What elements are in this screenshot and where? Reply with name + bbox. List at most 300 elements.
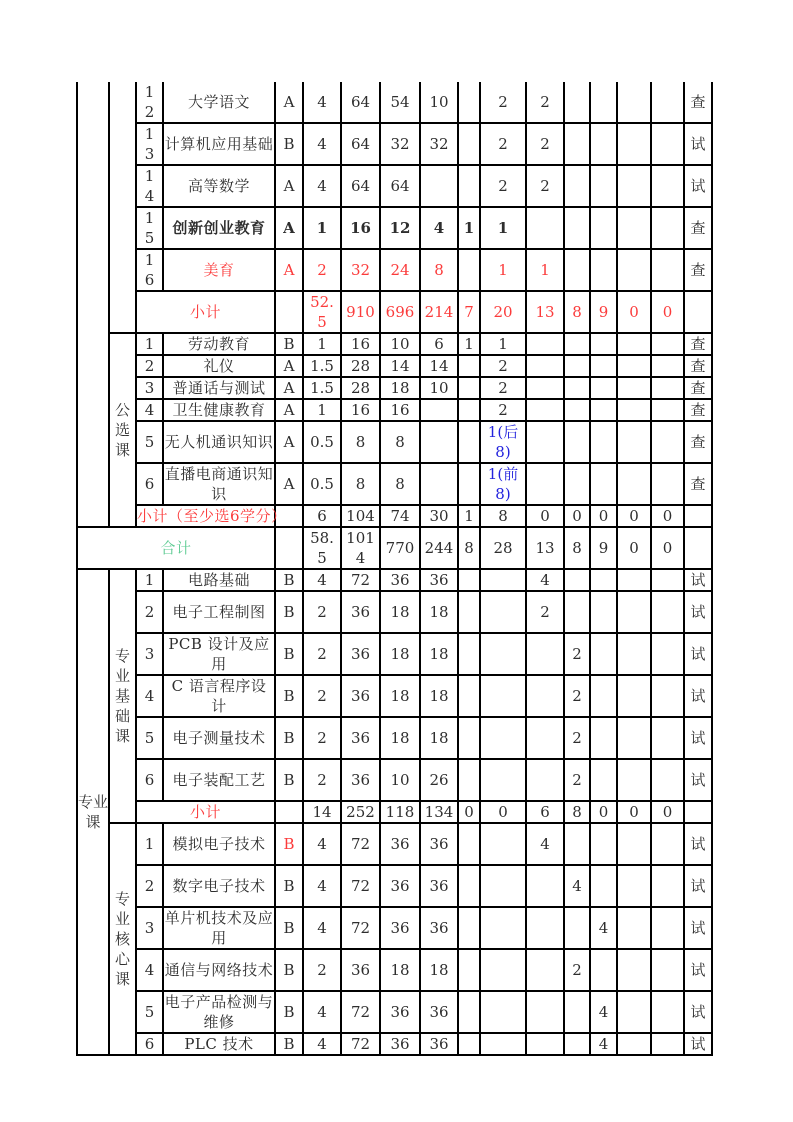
course-name-cell: [163, 399, 275, 421]
cell-value: 试: [690, 835, 706, 853]
cell-value: 8: [395, 433, 405, 451]
practice-hours-cell: [420, 355, 458, 377]
cell-value: 13: [144, 125, 155, 163]
course-name-cell: [163, 591, 275, 633]
sem1-cell: [480, 421, 526, 463]
total-hours-cell: [341, 801, 380, 823]
cell-value: 14: [429, 357, 449, 375]
cell-value: 14: [144, 167, 155, 205]
sem3-cell: [564, 717, 590, 759]
cell-value: 770: [385, 539, 415, 557]
sem4-cell: [590, 249, 617, 291]
course-row: [77, 1033, 712, 1055]
sem2-cell: [526, 865, 564, 907]
credits-cell: [303, 333, 341, 355]
cell-value: 696: [385, 303, 415, 321]
cell-value: 试: [690, 135, 706, 153]
course-no-cell: [136, 399, 163, 421]
cell-value: 查: [690, 379, 706, 397]
exam-type-cell: [684, 377, 712, 399]
cell-value: 试: [690, 961, 706, 979]
cell-value: 2: [498, 357, 508, 375]
cell-value: 72: [350, 1003, 371, 1021]
cell-value: 28: [350, 357, 371, 375]
cell-value: 32: [429, 135, 449, 153]
theory-hours-cell: [380, 591, 420, 633]
total-hours-cell: [341, 123, 380, 165]
sem2-cell: [526, 949, 564, 991]
cell-value: 36: [390, 1035, 410, 1053]
course-type-cell: [275, 717, 303, 759]
course-name-cell: [163, 569, 275, 591]
exam-type-cell: [684, 907, 712, 949]
sem1-cell: [480, 463, 526, 505]
sem2-cell: [526, 82, 564, 123]
course-name-cell: [163, 675, 275, 717]
cell-value: 104: [346, 507, 375, 525]
cell-value: 0: [598, 803, 609, 821]
course-row: [77, 463, 712, 505]
cell-value: A: [283, 261, 295, 279]
extra-col-cell: [458, 377, 480, 399]
extra-col-cell: [458, 249, 480, 291]
sem3-cell: [564, 333, 590, 355]
extra-col-cell: [458, 759, 480, 801]
cell-value: 2: [317, 729, 327, 747]
credits-cell: [303, 82, 341, 123]
sem3-cell: [564, 291, 590, 333]
exam-type-cell: [684, 865, 712, 907]
sem6-cell: [651, 291, 684, 333]
cell-value: 18: [390, 729, 410, 747]
cell-value: 4: [144, 687, 155, 705]
sem6-cell: [651, 527, 684, 569]
cell-value: 4: [317, 571, 327, 589]
sem6-cell: [651, 633, 684, 675]
cell-value: 3: [144, 919, 155, 937]
practice-hours-cell: [420, 569, 458, 591]
cell-value: 试: [690, 687, 706, 705]
total-hours-cell: [341, 717, 380, 759]
course-name-cell: [163, 207, 275, 249]
cell-value: 4: [317, 835, 327, 853]
cell-value: B: [283, 603, 295, 621]
cell-value: 4: [433, 219, 445, 237]
cell-value: 18: [390, 379, 410, 397]
cell-value: 9: [598, 303, 609, 321]
cell-value: 1.5: [310, 379, 334, 397]
theory-hours-cell: [380, 399, 420, 421]
subtotal-label: [136, 291, 275, 333]
cell-value: 58.5: [310, 529, 334, 567]
sem5-cell: [617, 377, 651, 399]
cell-value: 通信与网络技术: [164, 961, 274, 979]
sem3-cell: [564, 865, 590, 907]
credits-cell: [303, 421, 341, 463]
course-name-cell: [163, 823, 275, 865]
cell-value: 74: [390, 507, 410, 525]
total-hours-cell: [341, 949, 380, 991]
course-name-cell: [163, 82, 275, 123]
cell-value: 数字电子技术: [172, 877, 266, 895]
cell-value: B: [283, 961, 295, 979]
total-hours-cell: [341, 907, 380, 949]
cell-value: 2: [540, 93, 550, 111]
credits-cell: [303, 633, 341, 675]
sem3-cell: [564, 759, 590, 801]
sem2-cell: [526, 123, 564, 165]
cell-value: 4: [317, 1003, 327, 1021]
course-name-cell: [163, 333, 275, 355]
theory-hours-cell: [380, 569, 420, 591]
cell-value: 0: [629, 539, 639, 557]
sem1-cell: [480, 527, 526, 569]
cell-value: 18: [390, 603, 410, 621]
sem1-cell: [480, 1033, 526, 1055]
credits-cell: [303, 249, 341, 291]
course-row: [77, 123, 712, 165]
cell-value: 72: [350, 919, 371, 937]
sem3-cell: [564, 421, 590, 463]
extra-col-cell: [458, 463, 480, 505]
sem1-cell: [480, 399, 526, 421]
sem3-cell: [564, 801, 590, 823]
sem6-cell: [651, 591, 684, 633]
cell-value: 0: [629, 803, 639, 821]
credits-cell: [303, 675, 341, 717]
credits-cell: [303, 399, 341, 421]
exam-type-cell: [684, 421, 712, 463]
cell-value: 1: [463, 219, 475, 237]
course-row: [77, 333, 712, 355]
cell-value: 36: [429, 877, 449, 895]
cell-value: 试: [690, 645, 706, 663]
sem4-cell: [590, 759, 617, 801]
practice-hours-cell: [420, 1033, 458, 1055]
sem2-cell: [526, 291, 564, 333]
cell-value: 28: [350, 379, 371, 397]
sem4-cell: [590, 505, 617, 527]
total-hours-cell: [341, 823, 380, 865]
sem1-cell: [480, 377, 526, 399]
sem4-cell: [590, 399, 617, 421]
sem4-cell: [590, 377, 617, 399]
cell-value: 6: [144, 1035, 155, 1053]
sem5-cell: [617, 333, 651, 355]
cell-value: 小计: [189, 303, 221, 321]
cell-value: 5: [144, 729, 155, 747]
cell-value: 16: [390, 401, 410, 419]
exam-type-cell: [684, 165, 712, 207]
course-row: [77, 165, 712, 207]
cell-value: 试: [690, 771, 706, 789]
credits-cell: [303, 907, 341, 949]
cell-value: 2: [498, 401, 508, 419]
cell-value: 2: [572, 645, 582, 663]
course-name-cell: [163, 249, 275, 291]
practice-hours-cell: [420, 633, 458, 675]
course-type-cell: [275, 591, 303, 633]
cell-value: 15: [144, 209, 155, 247]
cell-value: 专业核心课: [114, 890, 130, 988]
cell-value: 2: [540, 603, 550, 621]
exam-type-cell: [684, 591, 712, 633]
course-type-cell: [275, 865, 303, 907]
sem4-cell: [590, 569, 617, 591]
cell-value: 10: [390, 335, 410, 353]
course-row: [77, 207, 712, 249]
cell-value: 36: [429, 835, 449, 853]
cell-value: 36: [390, 1003, 410, 1021]
cell-value: 6: [144, 475, 155, 493]
cell-value: 8: [395, 475, 405, 493]
course-no-cell: [136, 717, 163, 759]
cell-value: 64: [390, 177, 410, 195]
exam-type-cell: [684, 123, 712, 165]
sem1-cell: [480, 207, 526, 249]
sem6-cell: [651, 165, 684, 207]
cell-value: 2: [572, 961, 582, 979]
practice-hours-cell: [420, 399, 458, 421]
course-no-cell: [136, 759, 163, 801]
total-hours-cell: [341, 165, 380, 207]
cell-value: 4: [598, 919, 609, 937]
sem3-cell: [564, 991, 590, 1033]
cell-value: 1: [317, 335, 327, 353]
course-no-cell: [136, 377, 163, 399]
cell-value: 查: [690, 93, 706, 111]
cell-value: 2: [540, 177, 550, 195]
total-hours-cell: [341, 377, 380, 399]
sem2-cell: [526, 991, 564, 1033]
sem3-cell: [564, 591, 590, 633]
sem3-cell: [564, 527, 590, 569]
sem6-cell: [651, 1033, 684, 1055]
cell-value: 2: [498, 135, 508, 153]
extra-col-cell: [458, 907, 480, 949]
credits-cell: [303, 505, 341, 527]
course-row: [77, 82, 712, 123]
course-no-cell: [136, 823, 163, 865]
exam-type-cell: [684, 207, 712, 249]
cell-value: 查: [690, 261, 706, 279]
total-hours-cell: [341, 569, 380, 591]
cell-value: 36: [390, 919, 410, 937]
sem4-cell: [590, 717, 617, 759]
curriculum-table: [76, 82, 713, 1056]
cell-value: 64: [350, 177, 371, 195]
cell-value: 2: [572, 729, 582, 747]
cell-value: 36: [350, 603, 371, 621]
cell-value: 4: [317, 135, 327, 153]
cell-value: 4: [144, 401, 155, 419]
exam-type-cell: [684, 675, 712, 717]
exam-type-cell: [684, 249, 712, 291]
cell-value: 36: [390, 877, 410, 895]
sem4-cell: [590, 165, 617, 207]
sem5-cell: [617, 505, 651, 527]
sem1-cell: [480, 591, 526, 633]
practice-hours-cell: [420, 82, 458, 123]
sem6-cell: [651, 505, 684, 527]
course-no-cell: [136, 421, 163, 463]
credits-cell: [303, 463, 341, 505]
total-hours-cell: [341, 759, 380, 801]
subtotal-row: [77, 291, 712, 333]
cell-value: 查: [690, 219, 706, 237]
practice-hours-cell: [420, 823, 458, 865]
sem3-cell: [564, 399, 590, 421]
credits-cell: [303, 207, 341, 249]
exam-type-cell: [684, 823, 712, 865]
cell-value: A: [283, 357, 295, 375]
cell-value: 2: [540, 135, 550, 153]
extra-col-cell: [458, 82, 480, 123]
sem4-cell: [590, 291, 617, 333]
sem5-cell: [617, 82, 651, 123]
sem5-cell: [617, 991, 651, 1033]
cell-value: 6: [540, 803, 550, 821]
cell-value: 36: [350, 729, 371, 747]
cell-value: B: [283, 835, 295, 853]
cell-value: 4: [317, 93, 327, 111]
cell-value: 无人机通识知识: [164, 433, 274, 451]
course-name-cell: [163, 991, 275, 1033]
cell-value: 26: [429, 771, 449, 789]
cell-value: 4: [540, 835, 550, 853]
subtotal-label: [136, 801, 275, 823]
cell-value: 13: [535, 539, 555, 557]
cell-value: 直播电商通识知识: [164, 465, 274, 503]
credits-cell: [303, 1033, 341, 1055]
sem4-cell: [590, 591, 617, 633]
credits-cell: [303, 823, 341, 865]
sem5-cell: [617, 759, 651, 801]
sem6-cell: [651, 463, 684, 505]
cell-value: 查: [690, 401, 706, 419]
cell-value: 4: [598, 1035, 609, 1053]
cell-value: A: [283, 219, 295, 237]
cell-value: 2: [317, 261, 327, 279]
cell-value: 2: [317, 771, 327, 789]
sem1-cell: [480, 801, 526, 823]
cell-value: 9: [598, 539, 609, 557]
sem1-cell: [480, 633, 526, 675]
theory-hours-cell: [380, 949, 420, 991]
credits-cell: [303, 949, 341, 991]
cell-value: A: [283, 93, 295, 111]
course-no-cell: [136, 1033, 163, 1055]
cell-value: 电子工程制图: [172, 603, 266, 621]
cell-value: A: [283, 177, 295, 195]
total-hours-cell: [341, 333, 380, 355]
cell-value: 18: [429, 961, 449, 979]
sem3-cell: [564, 675, 590, 717]
cell-value: 2: [144, 603, 155, 621]
credits-cell: [303, 123, 341, 165]
course-type-cell: [275, 463, 303, 505]
cell-value: B: [283, 135, 295, 153]
exam-type-cell: [684, 991, 712, 1033]
cell-value: 18: [429, 729, 449, 747]
cell-value: 8: [572, 539, 582, 557]
course-name-cell: [163, 865, 275, 907]
sem2-cell: [526, 355, 564, 377]
course-name-cell: [163, 123, 275, 165]
exam-type-cell: [684, 949, 712, 991]
cell-value: 8: [498, 507, 508, 525]
cell-value: 0: [464, 803, 474, 821]
cell-value: 合计: [160, 539, 192, 557]
sem5-cell: [617, 527, 651, 569]
theory-hours-cell: [380, 675, 420, 717]
exam-type-cell: [684, 355, 712, 377]
sem2-cell: [526, 717, 564, 759]
sem5-cell: [617, 165, 651, 207]
sem6-cell: [651, 421, 684, 463]
exam-type-cell: [684, 463, 712, 505]
course-no-cell: [136, 991, 163, 1033]
cell-value: A: [283, 475, 295, 493]
cell-value: 1: [464, 507, 474, 525]
practice-hours-cell: [420, 949, 458, 991]
course-no-cell: [136, 949, 163, 991]
credits-cell: [303, 377, 341, 399]
exam-type-cell: [684, 717, 712, 759]
extra-col-cell: [458, 865, 480, 907]
sem6-cell: [651, 333, 684, 355]
extra-col-cell: [458, 123, 480, 165]
theory-hours-cell: [380, 207, 420, 249]
sem1-cell: [480, 355, 526, 377]
cell-value: 1.5: [310, 357, 334, 375]
sem4-cell: [590, 991, 617, 1033]
cell-value: 8: [572, 303, 582, 321]
theory-hours-cell: [380, 527, 420, 569]
group-label-empty-left: [77, 82, 109, 527]
practice-hours-cell: [420, 759, 458, 801]
cell-value: 64: [350, 93, 371, 111]
sem6-cell: [651, 123, 684, 165]
sem1-cell: [480, 865, 526, 907]
cell-value: B: [283, 335, 295, 353]
course-type-cell: [275, 399, 303, 421]
cell-value: 2: [144, 877, 155, 895]
sem3-cell: [564, 207, 590, 249]
course-type-cell: [275, 527, 303, 569]
course-name-cell: [163, 759, 275, 801]
practice-hours-cell: [420, 207, 458, 249]
extra-col-cell: [458, 569, 480, 591]
cell-value: 18: [429, 645, 449, 663]
cell-value: 36: [429, 571, 449, 589]
cell-value: 试: [690, 603, 706, 621]
cell-value: 礼仪: [203, 357, 235, 375]
cell-value: 36: [429, 919, 449, 937]
course-type-cell: [275, 759, 303, 801]
extra-col-cell: [458, 399, 480, 421]
sem4-cell: [590, 207, 617, 249]
extra-col-cell: [458, 949, 480, 991]
cell-value: 1: [144, 571, 155, 589]
extra-col-cell: [458, 333, 480, 355]
cell-value: 试: [690, 729, 706, 747]
sem4-cell: [590, 907, 617, 949]
sem6-cell: [651, 949, 684, 991]
cell-value: 2: [317, 961, 327, 979]
practice-hours-cell: [420, 291, 458, 333]
sem6-cell: [651, 399, 684, 421]
